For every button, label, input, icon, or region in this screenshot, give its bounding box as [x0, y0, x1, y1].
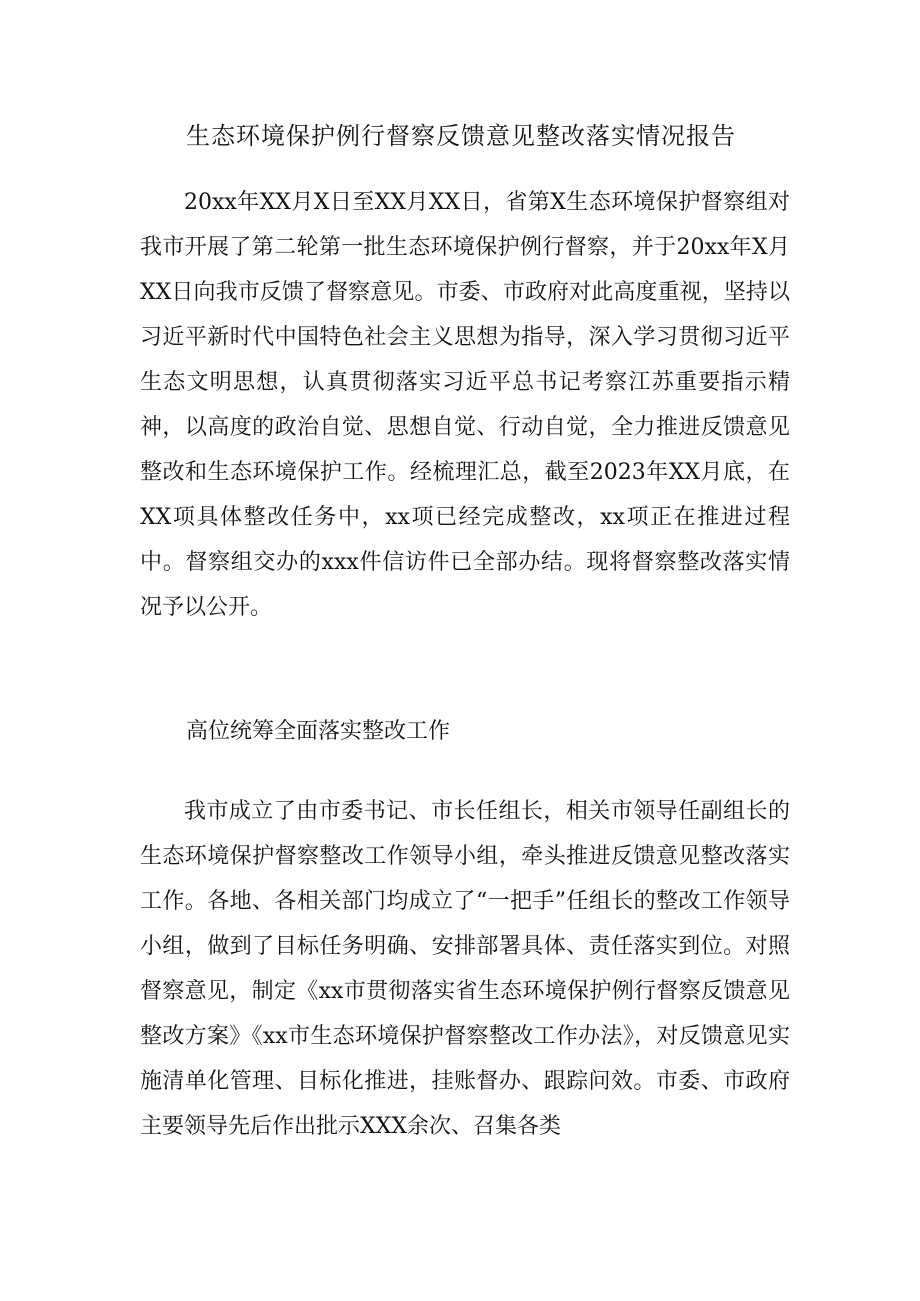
section-paragraph: 我市成立了由市委书记、市长任组长，相关市领导任副组长的生态环境保护督察整改工作领导小组，牵头推进反馈意见整改落实工作。各地、各相关部门均成立了“一把手”任组长的整改工作领导小组，做到了目标任务明确、安排部署具体、责任落实到位。对照督察意见，制定《xx市贯彻落实省生态环境保护例行督察反馈意见整改方案》《xx市生态环境保护督察整改工作办法》，对反馈意见实施清单化管理、目标化推进，挂账督办、跟踪问效。市委、市政府主要领导先后作出批示XXX余次、召集各类	[140, 799, 790, 1139]
section-heading: 高位统筹全面落实整改工作	[186, 719, 451, 744]
document-title: 生态环境保护例行督察反馈意见整改落实情况报告	[186, 122, 736, 150]
intro-paragraph: 20xx年XX月X日至XX月XX日，省第X生态环境保护督察组对我市开展了第二轮第一批生态环境保护例行督察，并于20xx年X月XX日向我市反馈了督察意见。市委、市政府对此高度重视，坚持以习近平新时代中国特色社会主义思想为指导，深入学习贯彻习近平生态文明思想，认真贯彻落实习近平总书记考察江苏重要指示精神，以高度的政治自觉、思想自觉、行动自觉，全力推进反馈意见整改和生态环境保护工作。经梳理汇总，截至2023年XX月底，在XX项具体整改任务中，xx项已经完成整改，xx项正在推进过程中。督察组交办的xxx件信访件已全部办结。现将督察整改落实情况予以公开。	[140, 190, 790, 620]
